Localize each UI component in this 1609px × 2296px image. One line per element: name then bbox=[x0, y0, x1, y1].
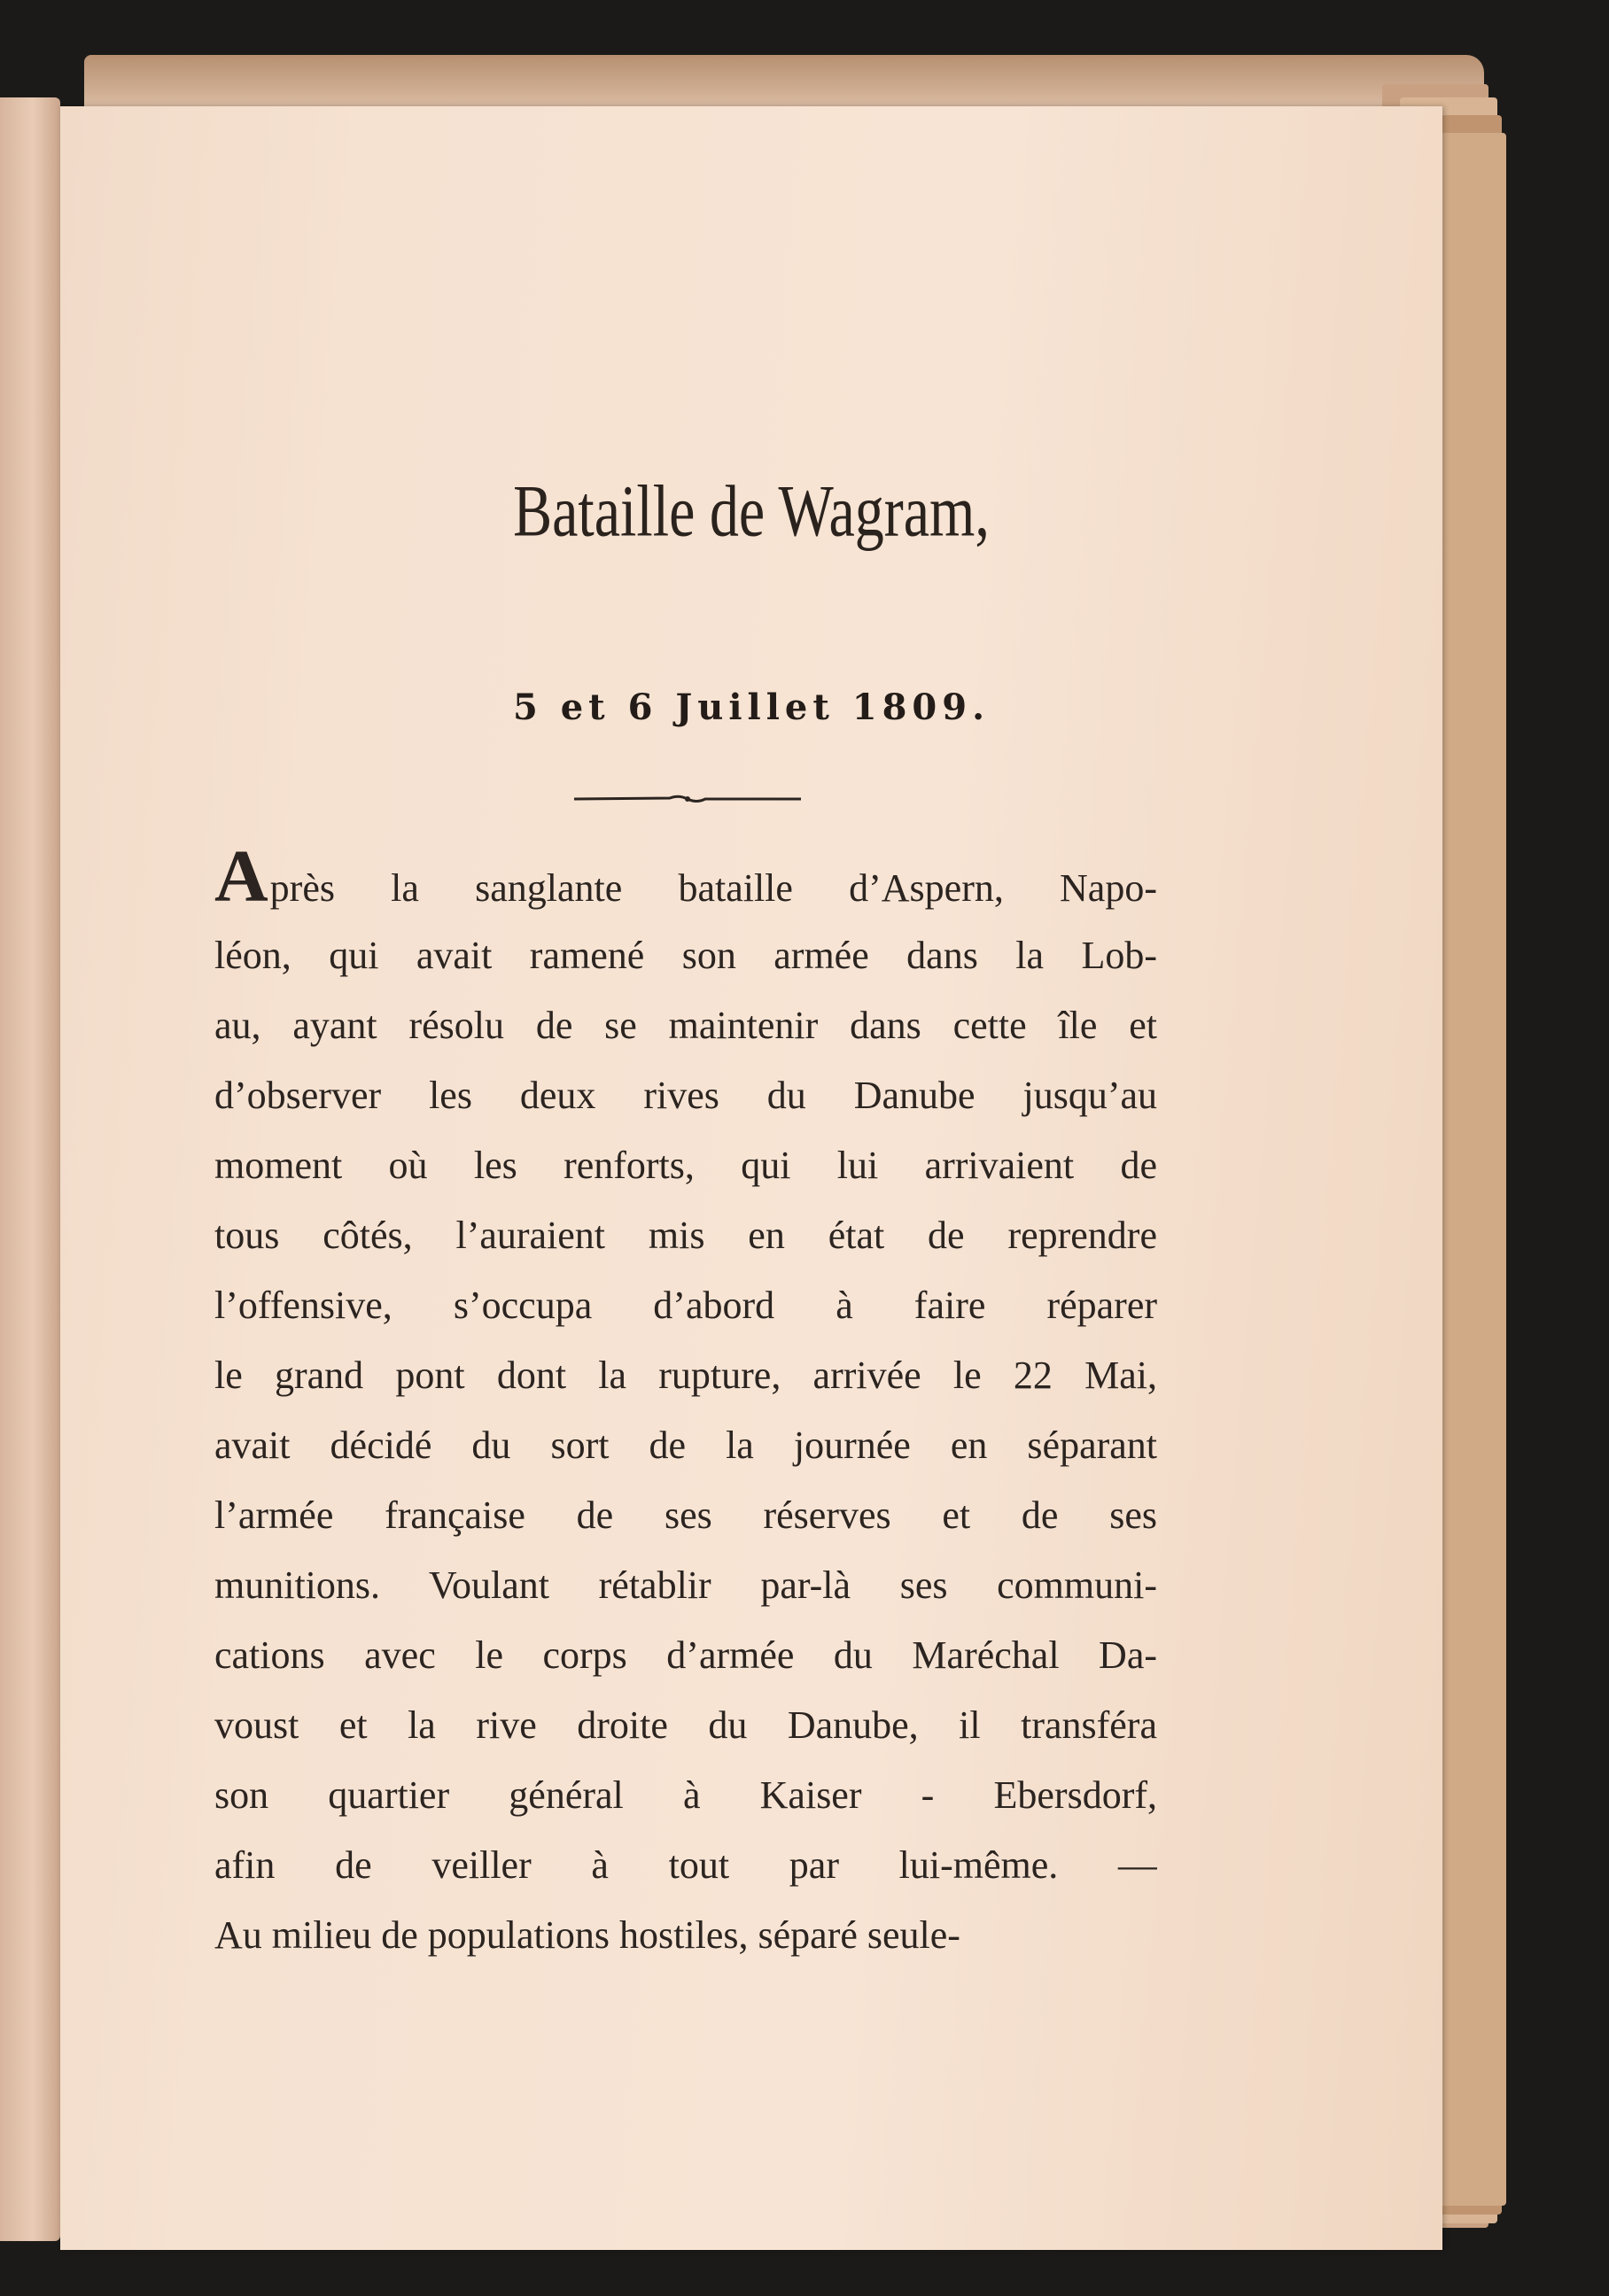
text-line: moment où les renforts, qui lui arrivaient de bbox=[214, 1144, 1157, 1187]
chapter-date: 5 et 6 Juillet 1809. bbox=[512, 686, 991, 728]
text-line: l’offensive, s’occupa d’abord à faire réparer bbox=[214, 1284, 1157, 1327]
left-page-edge bbox=[0, 97, 60, 2241]
chapter-title: Bataille de Wagram, bbox=[513, 470, 990, 552]
ornament-rule bbox=[572, 794, 803, 804]
text-line: cations avec le corps d’armée du Maréchal Da- bbox=[214, 1633, 1157, 1677]
text-line: avait décidé du sort de la journée en séparant bbox=[214, 1423, 1157, 1467]
text-line: d’observer les deux rives du Danube jusqu’au bbox=[214, 1074, 1157, 1117]
text-line: au, ayant résolu de se maintenir dans cette île et bbox=[214, 1004, 1157, 1047]
drop-cap: A bbox=[214, 850, 268, 918]
text-line: tous côtés, l’auraient mis en état de reprendre bbox=[214, 1214, 1157, 1257]
text-line: Après la sanglante bataille d’Aspern, Napo- bbox=[214, 850, 1157, 920]
text-line: léon, qui avait ramené son armée dans la Lob- bbox=[214, 934, 1157, 977]
body-text bbox=[214, 850, 1157, 1970]
page-stack-edge bbox=[1435, 133, 1506, 2206]
book-page bbox=[60, 106, 1442, 2250]
text-line: le grand pont dont la rupture, arrivée le 22 Mai, bbox=[214, 1354, 1157, 1397]
text-line: voust et la rive droite du Danube, il transféra bbox=[214, 1703, 1157, 1747]
text-line: son quartier général à Kaiser - Ebersdorf, bbox=[214, 1773, 1157, 1817]
text-line: munitions. Voulant rétablir par-là ses communi- bbox=[214, 1563, 1157, 1607]
text-line: afin de veiller à tout par lui-même. — bbox=[214, 1843, 1157, 1887]
text-line: Au milieu de populations hostiles, séparé seule- bbox=[214, 1913, 960, 1957]
text-line: l’armée française de ses réserves et de ses bbox=[214, 1493, 1157, 1537]
